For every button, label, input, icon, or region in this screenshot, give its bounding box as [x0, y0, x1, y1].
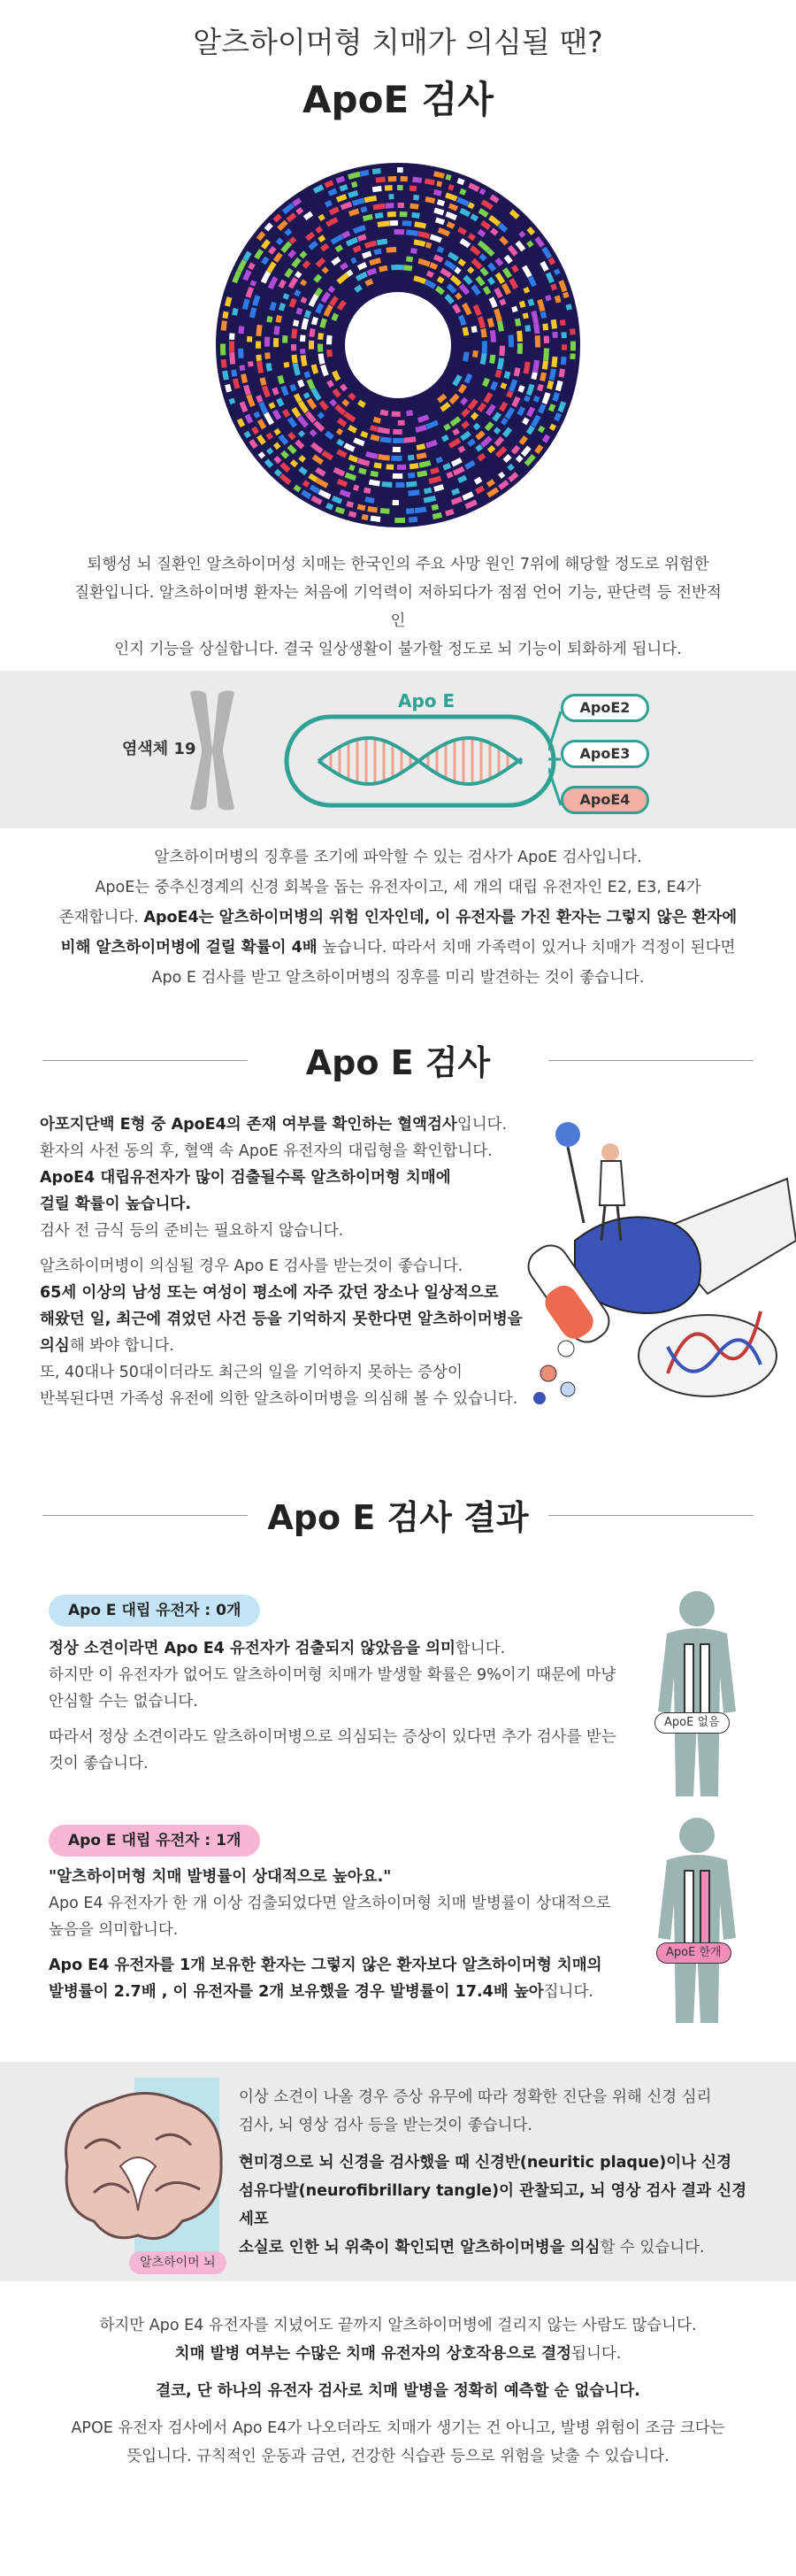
brain-band — [0, 2062, 796, 2281]
test-description: 아포지단백 E형 중 ApoE4의 존재 여부를 확인하는 혈액검사입니다. 환자의 사전 동의 후, 혈액 속 ApoE 유전자의 대립형을 확인합니다. ApoE4 대립유전자가 많이 검출될수록 알츠하이머형 치매에 걸릴 확률이 높습니다. 검사 전 금식 등의 준비는 필요하지 않습니다. 알츠하이머병이 의심될 경우 Apo E 검사를 받는것이 좋습니다. 65세 이상의 남성 또는 여성이 평소에 자주 갔던 장소나 일상적으로 해왔던 일, 최근에 겪었던 사건 등을 기억하지 못한다면 알츠하이머병을 의심해 봐야 합니다. 또, 40대나 50대이더라도 최근의 일을 기억하지 못하는 증상이 반복된다면 가족성 유전에 의한 알츠하이머병을 의심해 볼 수 있습니다. — [40, 1116, 523, 1408]
intro-paragraph: 퇴행성 뇌 질환인 알츠하이머성 치매는 한국인의 주요 사망 원인 7위에 해당할 정도로 위험한 질환입니다. 알츠하이머병 환자는 처음에 기억력이 저하되다가 점점 언어 기능, 판단력 등 전반적인 인지 기능을 상실합니다. 결국 일상생활이 불가할 정도로 뇌 기능이 퇴화하게 됩니다. — [74, 556, 722, 658]
section-title-test: Apo E 검사 — [305, 1043, 491, 1082]
page-subtitle: 알츠하이머형 치매가 의심될 땐? — [193, 25, 603, 59]
chromosome-icon — [181, 688, 243, 812]
alzheimer-brain-icon — [50, 2078, 235, 2255]
brain-tag: 알츠하이머 뇌 — [129, 2251, 226, 2274]
result-pill-0: Apo E 대립 유전자 : 0개 — [49, 1595, 260, 1626]
chromosome-label: 염색체 19 — [122, 740, 196, 758]
figure-tag-no-apoe: ApoE 없음 — [654, 1712, 730, 1734]
result-pill-1: Apo E 대립 유전자 : 1개 — [49, 1825, 260, 1857]
apoe-explanation: 알츠하이머병의 징후를 조기에 파악할 수 있는 검사가 ApoE 검사입니다. ApoE는 중추신경계의 신경 회복을 돕는 유전자이고, 세 개의 대립 유전자인 E2, E3, E4가 존재합니다. ApoE4는 알츠하이머병의 위험 인자인데, 이 유전자를 가진 환자는 그렇지 않은 환자에 비해 알츠하이머병에 걸릴 확률이 4배 높습니다. 따라서 치매 가족력이 있거나 치매가 걱정이 된다면 Apo E 검사를 받고 알츠하이머병의 징후를 미리 발견하는 것이 좋습니다. — [58, 849, 738, 987]
allele-apoe2: ApoE2 — [561, 694, 649, 722]
result-1-text: "알츠하이머형 치매 발병률이 상대적으로 높아요." Apo E4 유전자가 한 개 이상 검출되었다면 알츠하이머형 치매 발병률이 상대적으로 높음을 의미합니다. Apo E4 유전자를 1개 보유한 환자는 그렇지 않은 환자보다 알츠하이머형 치매의 발병률이 2.7배 , 이 유전자를 2개 보유했을 경우 발병률이 17.4배 높아집니다. — [49, 1868, 611, 2001]
dna-capsule-icon — [283, 713, 557, 809]
figure-tag-one-apoe: ApoE 한개 — [656, 1942, 731, 1964]
result-0-text: 정상 소견이라면 Apo E4 유전자가 검출되지 않았음을 의미합니다. 하지만 이 유전자가 없어도 알츠하이머형 치매가 발생할 확률은 9%이기 때문에 마냥 안심할 수는 없습니다. 따라서 정상 소견이라도 알츠하이머병으로 의심되는 증상이 있다면 추가 검사를 받는 것이 좋습니다. — [49, 1640, 616, 1772]
page-title: ApoE 검사 — [302, 78, 494, 121]
dna-sequence-disc-illustration — [214, 161, 582, 529]
lab-test-illustration — [522, 1108, 796, 1409]
section-title-result: Apo E 검사 결과 — [267, 1498, 529, 1537]
outro-paragraph: 하지만 Apo E4 유전자를 지녔어도 끝까지 알츠하이머병에 걸리지 않는 사람도 많습니다. 치매 발병 여부는 수많은 치매 유전자의 상호작용으로 결정됩니다. 결코, 단 하나의 유전자 검사로 치매 발병을 정확히 예측할 순 없습니다. APOE 유전자 검사에서 Apo E4가 나오더라도 치매가 생기는 건 아니고, 발병 위험이 조금 크다는 뜻입니다. 규칙적인 운동과 금연, 건강한 식습관 등으로 위험을 낮출 수 있습니다. — [71, 2317, 725, 2465]
gene-diagram-band — [0, 671, 796, 828]
gene-label: Apo E — [398, 690, 455, 711]
allele-apoe4: ApoE4 — [561, 786, 649, 814]
brain-section-text: 이상 소견이 나올 경우 증상 유무에 따라 정확한 진단을 위해 신경 심리 검사, 뇌 영상 검사 등을 받는것이 좋습니다. 현미경으로 뇌 신경을 검사했을 때 신경반(neuritic plaque)이나 신경 섬유다발(neurofibrillary tangle)이 관찰되고, 뇌 영상 검사 결과 신경세포 소실로 인한 뇌 위축이 확인되면 알츠하이머병을 의심할 수 있습니다. — [239, 2088, 747, 2257]
person-figure-no-apoe — [644, 1588, 750, 1800]
allele-apoe3: ApoE3 — [561, 740, 649, 768]
person-figure-one-apoe — [644, 1814, 750, 2026]
